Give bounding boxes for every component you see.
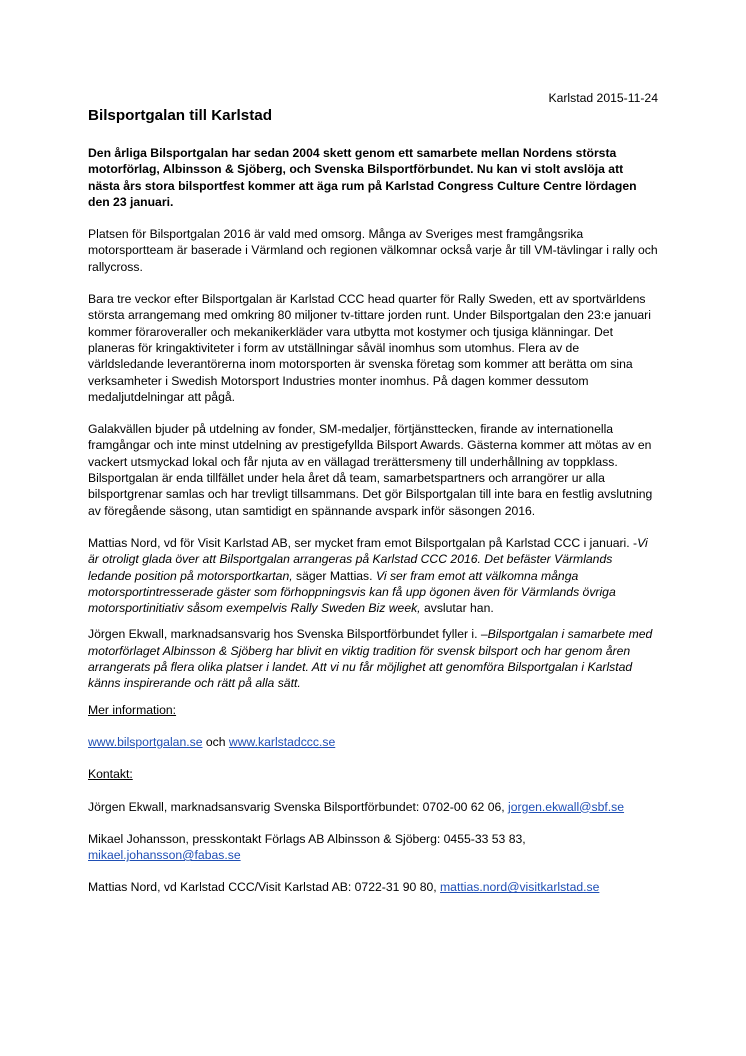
contact-nord-text: Mattias Nord, vd Karlstad CCC/Visit Karlstad AB: 0722-31 90 80,: [88, 880, 441, 895]
lead-paragraph: Den årliga Bilsportgalan har sedan 2004 skett genom ett samarbete mellan Nordens största motorförlag, Albinsson & Sjöberg, och Svenska Bilsportförbundet. Nu kan vi stolt avslöja att nästa års stora bilsportfest kommer att äga rum på Karlstad Congress Culture Centre lördagen den 23 januari.: [88, 146, 637, 209]
link-bilsportgalan[interactable]: www.bilsportgalan.se: [88, 734, 203, 749]
email-ekwall-link[interactable]: jorgen.ekwall@sbf.se: [508, 799, 625, 814]
more-info-links: [88, 734, 658, 750]
paragraph-quote-ekwall: [88, 626, 658, 691]
contact-ekwall-text: Jörgen Ekwall, marknadsansvarig Svenska Bilsportförbundet: 0702-00 62 06,: [88, 799, 509, 814]
paragraph-quote-nord: [88, 535, 658, 616]
contact-heading: Kontakt:: [88, 767, 133, 782]
contact-nord: [88, 879, 658, 895]
quote-nord-intro: Mattias Nord, vd för Visit Karlstad AB, ser mycket fram emot Bilsportgalan på Karlstad CCC i januari. -: [88, 535, 638, 550]
quote-ekwall-text: Bilsportgalan i samarbete med motorförlaget Albinsson & Sjöberg har blivit en viktig tradition för svensk bilsport och har genom åren arrangerats på flera olika platser i landet. Att vi nu får möjlighet att genomföra Bilsportgalan i Karlstad känns inspirerande och rätt på alla sätt.: [88, 627, 653, 691]
quote-nord-outro: avslutar han.: [420, 601, 494, 616]
quote-nord-says: säger Mattias.: [292, 568, 376, 583]
more-info-heading: Mer information:: [88, 702, 177, 717]
link-karlstadccc[interactable]: www.karlstadccc.se: [228, 734, 336, 749]
links-conjunction: och: [202, 734, 229, 749]
contact-ekwall: [88, 799, 658, 815]
article-body: [88, 106, 658, 912]
paragraph-event-day: Bara tre veckor efter Bilsportgalan är Karlstad CCC head quarter för Rally Sweden, ett av sportvärldens största arrangemang med omkring 80 miljoner tv-tittare jorden runt. Under Bilsportgalan den 23:e januari kommer föraroveraller och mekanikerkläder vara utbytta mot kostymer och tjusiga klänningar. Det planeras för kringaktiviteter i form av utställningar såväl inomhus som utomhus. Flera av de världsledande leverantörerna inom motorsporten är svenska företag som kommer att berätta om sina verksamheter i Swedish Motorsport Industries monter inomhus. På dagen kommer dessutom medaljutdelningar att pågå.: [88, 292, 651, 404]
quote-ekwall-intro: Jörgen Ekwall, marknadsansvarig hos Svenska Bilsportförbundet fyller i. –: [88, 627, 488, 642]
paragraph-gala-evening: Galakvällen bjuder på utdelning av fonder, SM-medaljer, förtjänsttecken, firande av internationella framgångar och inte minst utdelning av prestigefyllda Bilsport Awards. Gästerna kommer att mötas av en vackert utsmyckad lokal och får njuta av en vällagad trerättersmeny till underhållning av toppklass. Bilsportgalan är enda tillfället under hela året då team, samarbetspartners och arrangörer ur alla bilsportgrenar samlas och har trevligt tillsammans. Det gör Bilsportgalan till inte bara en festlig avslutning av föregående säsong, utan samtidigt en spännande avspark inför säsongen 2016.: [88, 422, 653, 518]
email-nord-link[interactable]: mattias.nord@visitkarlstad.se: [440, 880, 600, 895]
page-title: Bilsportgalan till Karlstad: [88, 107, 272, 124]
email-johansson-link[interactable]: mikael.johansson@fabas.se: [88, 848, 241, 863]
contact-johansson-text: Mikael Johansson, presskontakt Förlags AB Albinsson & Sjöberg: 0455-33 53 83,: [88, 831, 526, 846]
quote-nord-part2: Vi ser fram emot att välkomna många motorsportintresserade gäster som förhoppningsvis kan få upp ögonen även för Värmlands övriga motorsportinitiativ såsom exempelvis Rally Sweden Biz week,: [88, 568, 616, 616]
paragraph-venue: Platsen för Bilsportgalan 2016 är vald med omsorg. Många av Sveriges mest framgångsrika motorsportteam är baserade i Värmland och regionen välkomnar också varje år till VM-tävlingar i rally och rallycross.: [88, 227, 658, 274]
dateline: Karlstad 2015-11-24: [548, 91, 658, 105]
contact-johansson: [88, 831, 658, 864]
quote-nord-part1: Vi är otroligt glada över att Bilsportgalan arrangeras på Karlstad CCC 2016. Det befäster Värmlands ledande position på motorsportkartan,: [88, 535, 648, 583]
